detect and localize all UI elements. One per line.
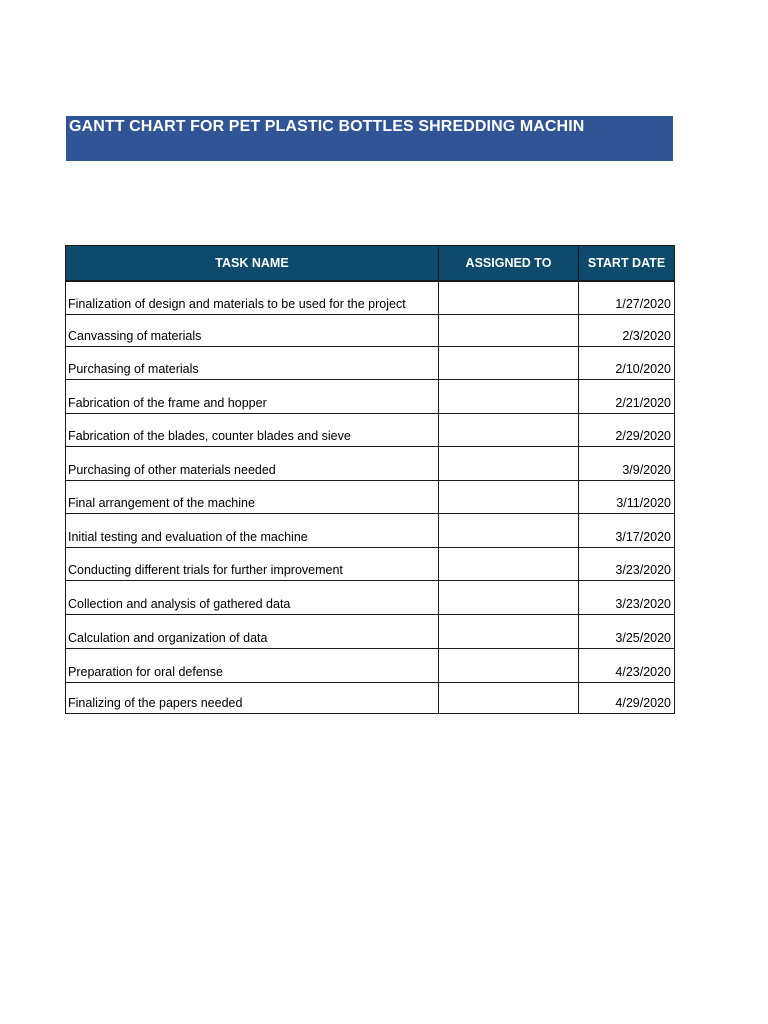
assigned-to-cell: [439, 614, 579, 648]
table-row: [66, 446, 675, 480]
column-header-start-date: START DATE: [579, 246, 675, 282]
assigned-to-cell: [439, 446, 579, 480]
task-table: [65, 245, 675, 714]
start-date-cell: 1/27/2020: [579, 281, 675, 314]
task-name-cell: Fabrication of the frame and hopper: [66, 379, 439, 413]
column-header-task-name: TASK NAME: [66, 246, 439, 282]
task-name-cell: Conducting different trials for further improvement: [66, 547, 439, 580]
task-name-cell: Fabrication of the blades, counter blades and sieve: [66, 413, 439, 446]
start-date-cell: 3/23/2020: [579, 547, 675, 580]
start-date-cell: 3/23/2020: [579, 580, 675, 614]
title-banner: [66, 116, 673, 161]
table-row: [66, 480, 675, 513]
table-row: [66, 513, 675, 547]
column-header-assigned-to: ASSIGNED TO: [439, 246, 579, 282]
table-header-row: [66, 246, 675, 282]
table-row: [66, 281, 675, 314]
task-name-cell: Calculation and organization of data: [66, 614, 439, 648]
table-row: [66, 314, 675, 346]
table-row: [66, 682, 675, 713]
start-date-cell: 4/29/2020: [579, 682, 675, 713]
assigned-to-cell: [439, 314, 579, 346]
assigned-to-cell: [439, 513, 579, 547]
task-rows: [66, 281, 675, 713]
task-name-cell: Finalizing of the papers needed: [66, 682, 439, 713]
task-name-cell: Purchasing of other materials needed: [66, 446, 439, 480]
start-date-cell: 2/29/2020: [579, 413, 675, 446]
task-name-cell: Initial testing and evaluation of the machine: [66, 513, 439, 547]
assigned-to-cell: [439, 281, 579, 314]
assigned-to-cell: [439, 648, 579, 682]
start-date-cell: 4/23/2020: [579, 648, 675, 682]
assigned-to-cell: [439, 547, 579, 580]
assigned-to-cell: [439, 346, 579, 379]
table-row: [66, 413, 675, 446]
document-title: GANTT CHART FOR PET PLASTIC BOTTLES SHREDDING MACHIN: [69, 118, 585, 135]
task-name-cell: Canvassing of materials: [66, 314, 439, 346]
task-name-cell: Final arrangement of the machine: [66, 480, 439, 513]
start-date-cell: 3/17/2020: [579, 513, 675, 547]
task-name-cell: Preparation for oral defense: [66, 648, 439, 682]
start-date-cell: 3/9/2020: [579, 446, 675, 480]
task-name-cell: Collection and analysis of gathered data: [66, 580, 439, 614]
task-name-cell: Finalization of design and materials to be used for the project: [66, 281, 439, 314]
task-name-cell: Purchasing of materials: [66, 346, 439, 379]
start-date-cell: 3/11/2020: [579, 480, 675, 513]
start-date-cell: 2/10/2020: [579, 346, 675, 379]
assigned-to-cell: [439, 580, 579, 614]
table-row: [66, 580, 675, 614]
start-date-cell: 2/3/2020: [579, 314, 675, 346]
assigned-to-cell: [439, 480, 579, 513]
table-row: [66, 346, 675, 379]
start-date-cell: 2/21/2020: [579, 379, 675, 413]
table-row: [66, 547, 675, 580]
table-row: [66, 648, 675, 682]
assigned-to-cell: [439, 682, 579, 713]
assigned-to-cell: [439, 379, 579, 413]
assigned-to-cell: [439, 413, 579, 446]
table-row: [66, 379, 675, 413]
start-date-cell: 3/25/2020: [579, 614, 675, 648]
table-row: [66, 614, 675, 648]
